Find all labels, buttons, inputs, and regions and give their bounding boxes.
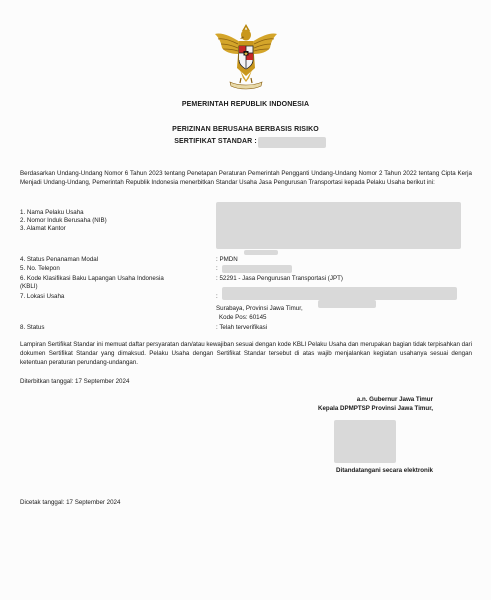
field-label-office-address: 3. Alamat Kantor (20, 225, 66, 232)
phone-redaction (222, 265, 292, 273)
signature-qr-redaction (334, 420, 396, 463)
closing-paragraph: Lampiran Sertifikat Standar ini memuat daftar persyaratan dan/atau kewajiban sesuai dengan kode KBLI Pelaku Usaha dan merupakan bagian tidak terpisahkan dari dokumen Sertifikat Standar yang dimaksud. Pelaku Usaha dengan Sertifikat Standar tersebut di atas wajib menjalankan kegiatan usahanya sesuai dengan ketentuan peraturan perundang-undangan. (20, 341, 472, 366)
field-label-status: 8. Status (20, 324, 45, 331)
field-label-kbli: 6. Kode Klasifikasi Baku Lapangan Usaha Indonesia (20, 275, 164, 282)
field-value-business-location: : (216, 293, 218, 300)
certificate-number-redaction (258, 137, 326, 148)
license-heading: PERIZINAN BERUSAHA BERBASIS RISIKO (172, 126, 319, 133)
field-label-kbli-abbr: (KBLI) (20, 283, 38, 290)
field-value-kbli: : 52291 - Jasa Pengurusan Transportasi (JPT) (216, 275, 343, 282)
field-label-nib: 2. Nomor Induk Berusaha (NIB) (20, 217, 107, 224)
location-city-redaction (318, 300, 376, 308)
business-location-redaction (222, 287, 457, 300)
field-label-phone: 5. No. Telepon (20, 265, 60, 272)
field-label-investment-status: 4. Status Penanaman Modal (20, 256, 99, 263)
certificate-title: SERTIFIKAT STANDAR : (174, 138, 257, 145)
field-value-location-city: Surabaya, Provinsi Jawa Timur, (216, 305, 303, 312)
government-heading: PEMERINTAH REPUBLIK INDONESIA (181, 101, 310, 108)
field-value-phone: : (216, 265, 218, 272)
investment-status-redaction (244, 250, 278, 255)
intro-paragraph: Berdasarkan Undang-Undang Nomor 6 Tahun 2023 tentang Penetapan Peraturan Pemerintah Pengganti Undang-Undang Nomor 2 Tahun 2022 tentang Cipta Kerja Menjadi Undang-Undang, Pemerintah Republik Indonesia menerbitkan Standar Usaha Jasa Pengurusan Transportasi kepada Pelaku Usaha berikut ini: (20, 170, 472, 186)
issued-date: Diterbitkan tanggal: 17 September 2024 (20, 378, 130, 385)
signatory-line-1: a.n. Gubernur Jawa Timur (356, 396, 433, 403)
field-label-business-name: 1. Nama Pelaku Usaha (20, 209, 84, 216)
field-value-postal-code: Kode Pos: 60145 (219, 314, 267, 321)
garuda-emblem-icon (213, 22, 279, 92)
business-details-redaction (216, 202, 461, 249)
printed-date: Dicetak tanggal: 17 September 2024 (20, 499, 121, 506)
signatory-line-2: Kepala DPMPTSP Provinsi Jawa Timur, (318, 405, 433, 412)
field-label-business-location: 7. Lokasi Usaha (20, 293, 65, 300)
field-value-status: : Telah terverifikasi (216, 324, 268, 331)
electronic-signature-note: Ditandatangani secara elektronik (336, 467, 433, 474)
field-value-investment-status: : PMDN (216, 256, 238, 263)
